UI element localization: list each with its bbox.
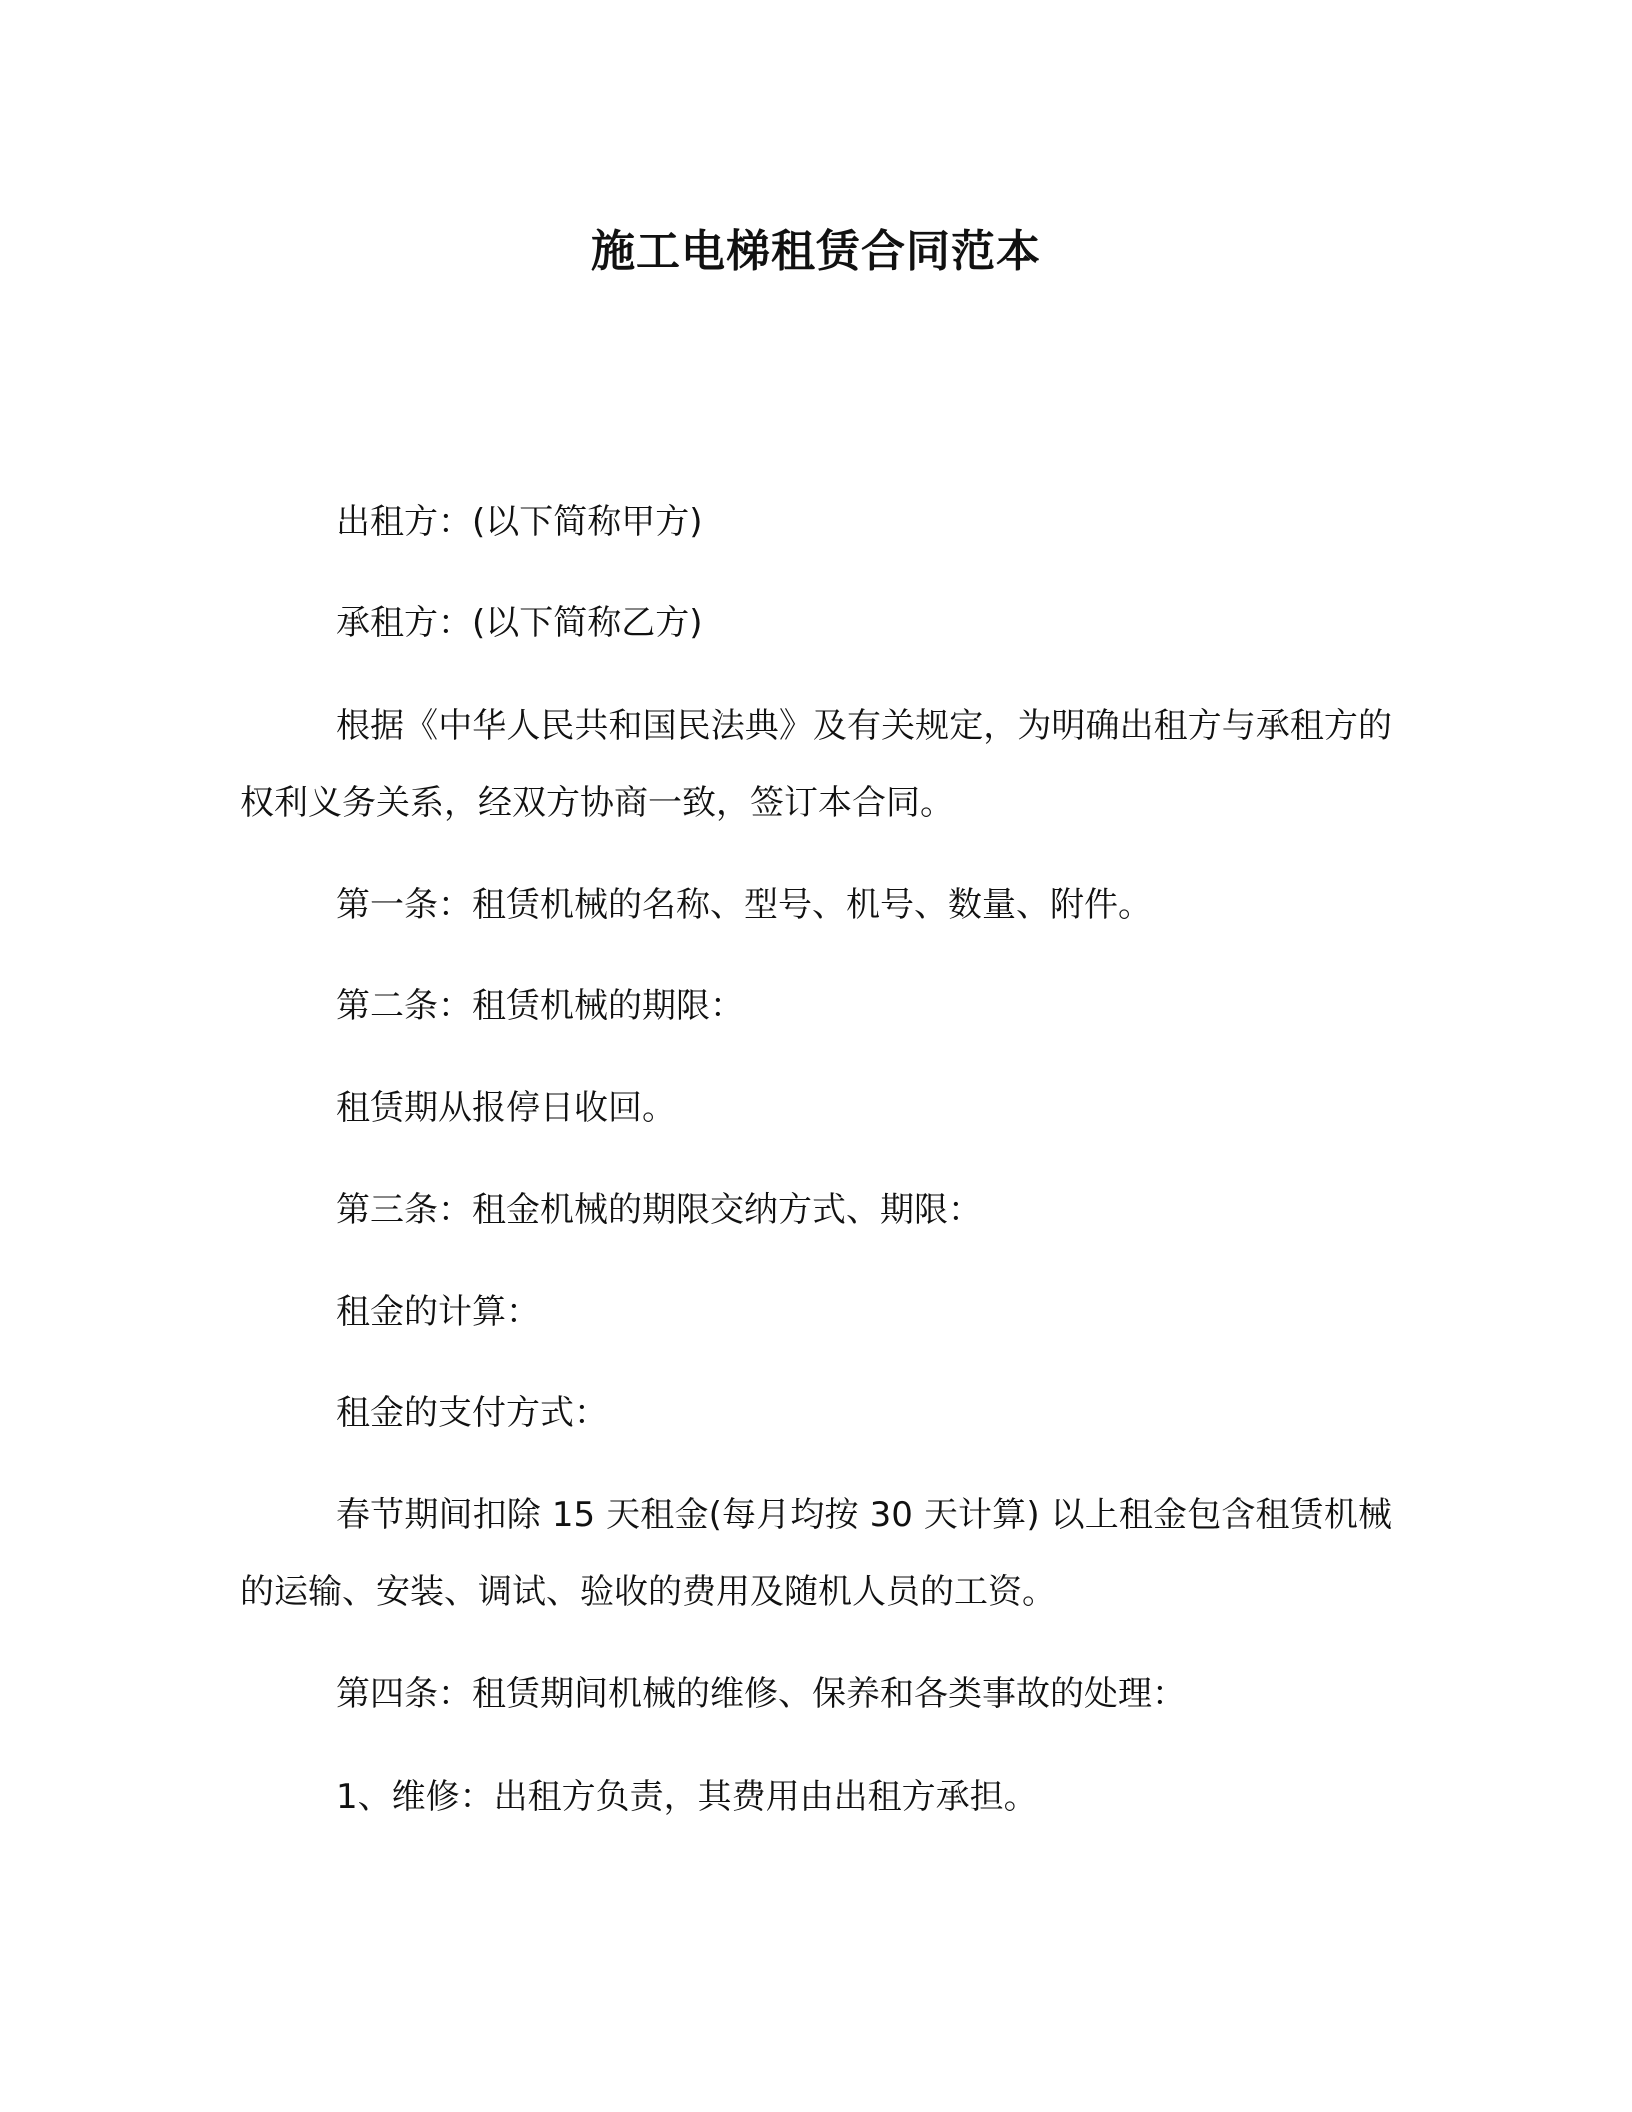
paragraph-spring-festival: 春节期间扣除 15 天租金(每月均按 30 天计算) 以上租金包含租赁机械的运输、安装、调试、验收的费用及随机人员的工资。 (240, 1495, 1392, 1612)
paragraph-lease-term: 租赁期从报停日收回。 (336, 1088, 676, 1128)
paragraph-article-3: 第三条：租金机械的期限交纳方式、期限： (336, 1190, 982, 1230)
paragraph-preamble: 根据《中华人民共和国民法典》及有关规定，为明确出租方与承租方的权利义务关系，经双方协商一致，签订本合同。 (240, 706, 1392, 823)
paragraph-rent-payment: 租金的支付方式： (336, 1393, 608, 1433)
document-title: 施工电梯租赁合同范本 (591, 226, 1041, 277)
paragraph-maintenance: 1、维修：出租方负责，其费用由出租方承担。 (336, 1777, 1038, 1817)
paragraph-article-1: 第一条：租赁机械的名称、型号、机号、数量、附件。 (336, 885, 1152, 925)
paragraph-article-4: 第四条：租赁期间机械的维修、保养和各类事故的处理： (336, 1674, 1186, 1714)
paragraph-article-2: 第二条：租赁机械的期限： (336, 986, 744, 1026)
paragraph-lessor: 出租方：(以下简称甲方) (336, 502, 703, 542)
paragraph-rent-calculation: 租金的计算： (336, 1292, 540, 1332)
paragraph-lessee: 承租方：(以下简称乙方) (336, 603, 703, 643)
